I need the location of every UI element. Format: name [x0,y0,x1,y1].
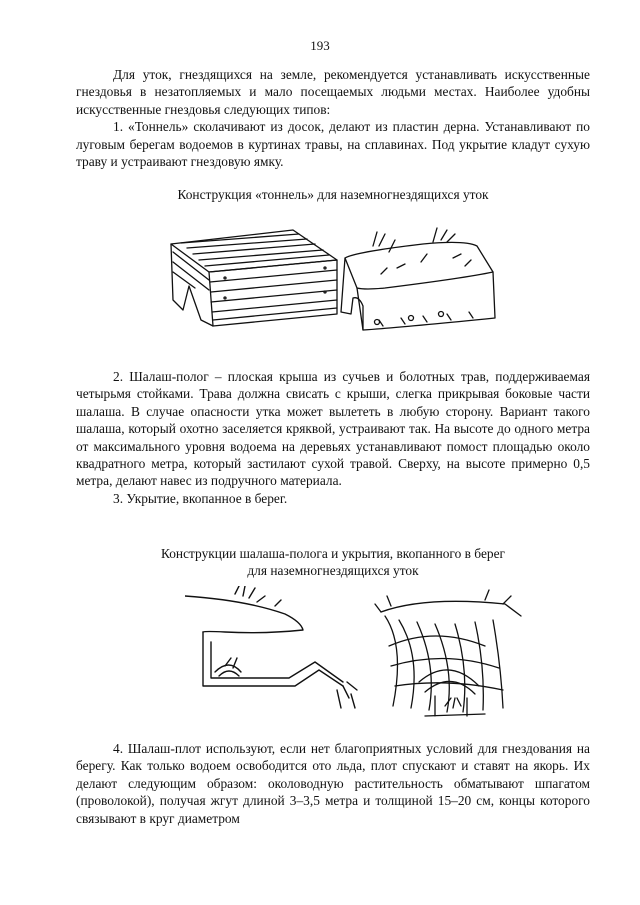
plank-tunnel-drawing [171,230,337,326]
text-block-raft [76,740,590,827]
paragraph-dugout: 3. Укрытие, вкопанное в берег. [113,490,288,506]
caption-tunnel: Конструкция «тоннель» для наземногнездящихся уток [177,187,489,202]
caption-hut-dugout [76,545,590,580]
paragraph-hut-canopy: 2. Шалаш-полог – плоская крыша из сучьев и болотных трав, поддерживаемая четырьмя стойками. Трава должна свисать с крыши, слегка прикрывая боковые части шалаша. В случае опасности утка может вылететь в любую сторону. Вариант такого шалаша, который охотно заселяется кряквой, устраивают так. На высоте до одного метра от максимального уровня водоема на деревьях устанавливают помост площадью около квадратного метра, который застилают сухой травой. Сверху, на высоте примерно 0,5 метра, делают навес из подручного материала. [76,369,590,489]
paragraph-hut-raft: 4. Шалаш-плот используют, если нет благоприятных условий для гнездования на берегу. Как только водоем освободится ото льда, плот спускают и ставят на якорь. Их делают следующим образом: околоводную растительность обматывают шпагатом (проволокой), получая жгут длиной 3–3,5 метра и толщиной 15–20 см, концы которого связывают в круг диаметром [76,741,590,826]
dugout-drawing [185,586,357,708]
text-block-intro [76,66,590,170]
tunnel-illustration [165,222,505,352]
turf-tunnel-drawing [341,228,495,330]
text-block-hut [76,368,590,507]
page-number: 193 [310,38,330,53]
hut-canopy-drawing [375,590,521,716]
caption-hut-dugout-line1: Конструкции шалаша-полога и укрытия, вкопанного в берег [160,546,506,561]
caption-hut-dugout-line2: для наземногнездящихся уток [247,563,419,579]
hut-dugout-illustration [185,586,525,726]
paragraph-tunnel: 1. «Тоннель» сколачивают из досок, делают из пластин дерна. Устанавливают по луговым берегам водоемов в куртинах травы, на сплавинах. Под укрытие кладут сухую траву и устраивают гнездовую ямку. [76,119,590,170]
paragraph-ground-nesting: Для уток, гнездящихся на земле, рекомендуется устанавливать искусственные гнездовья в незатопляемых и мало посещаемых людьми местах. Наиболее удобны искусственные гнездовья следующих типов: [76,67,590,117]
